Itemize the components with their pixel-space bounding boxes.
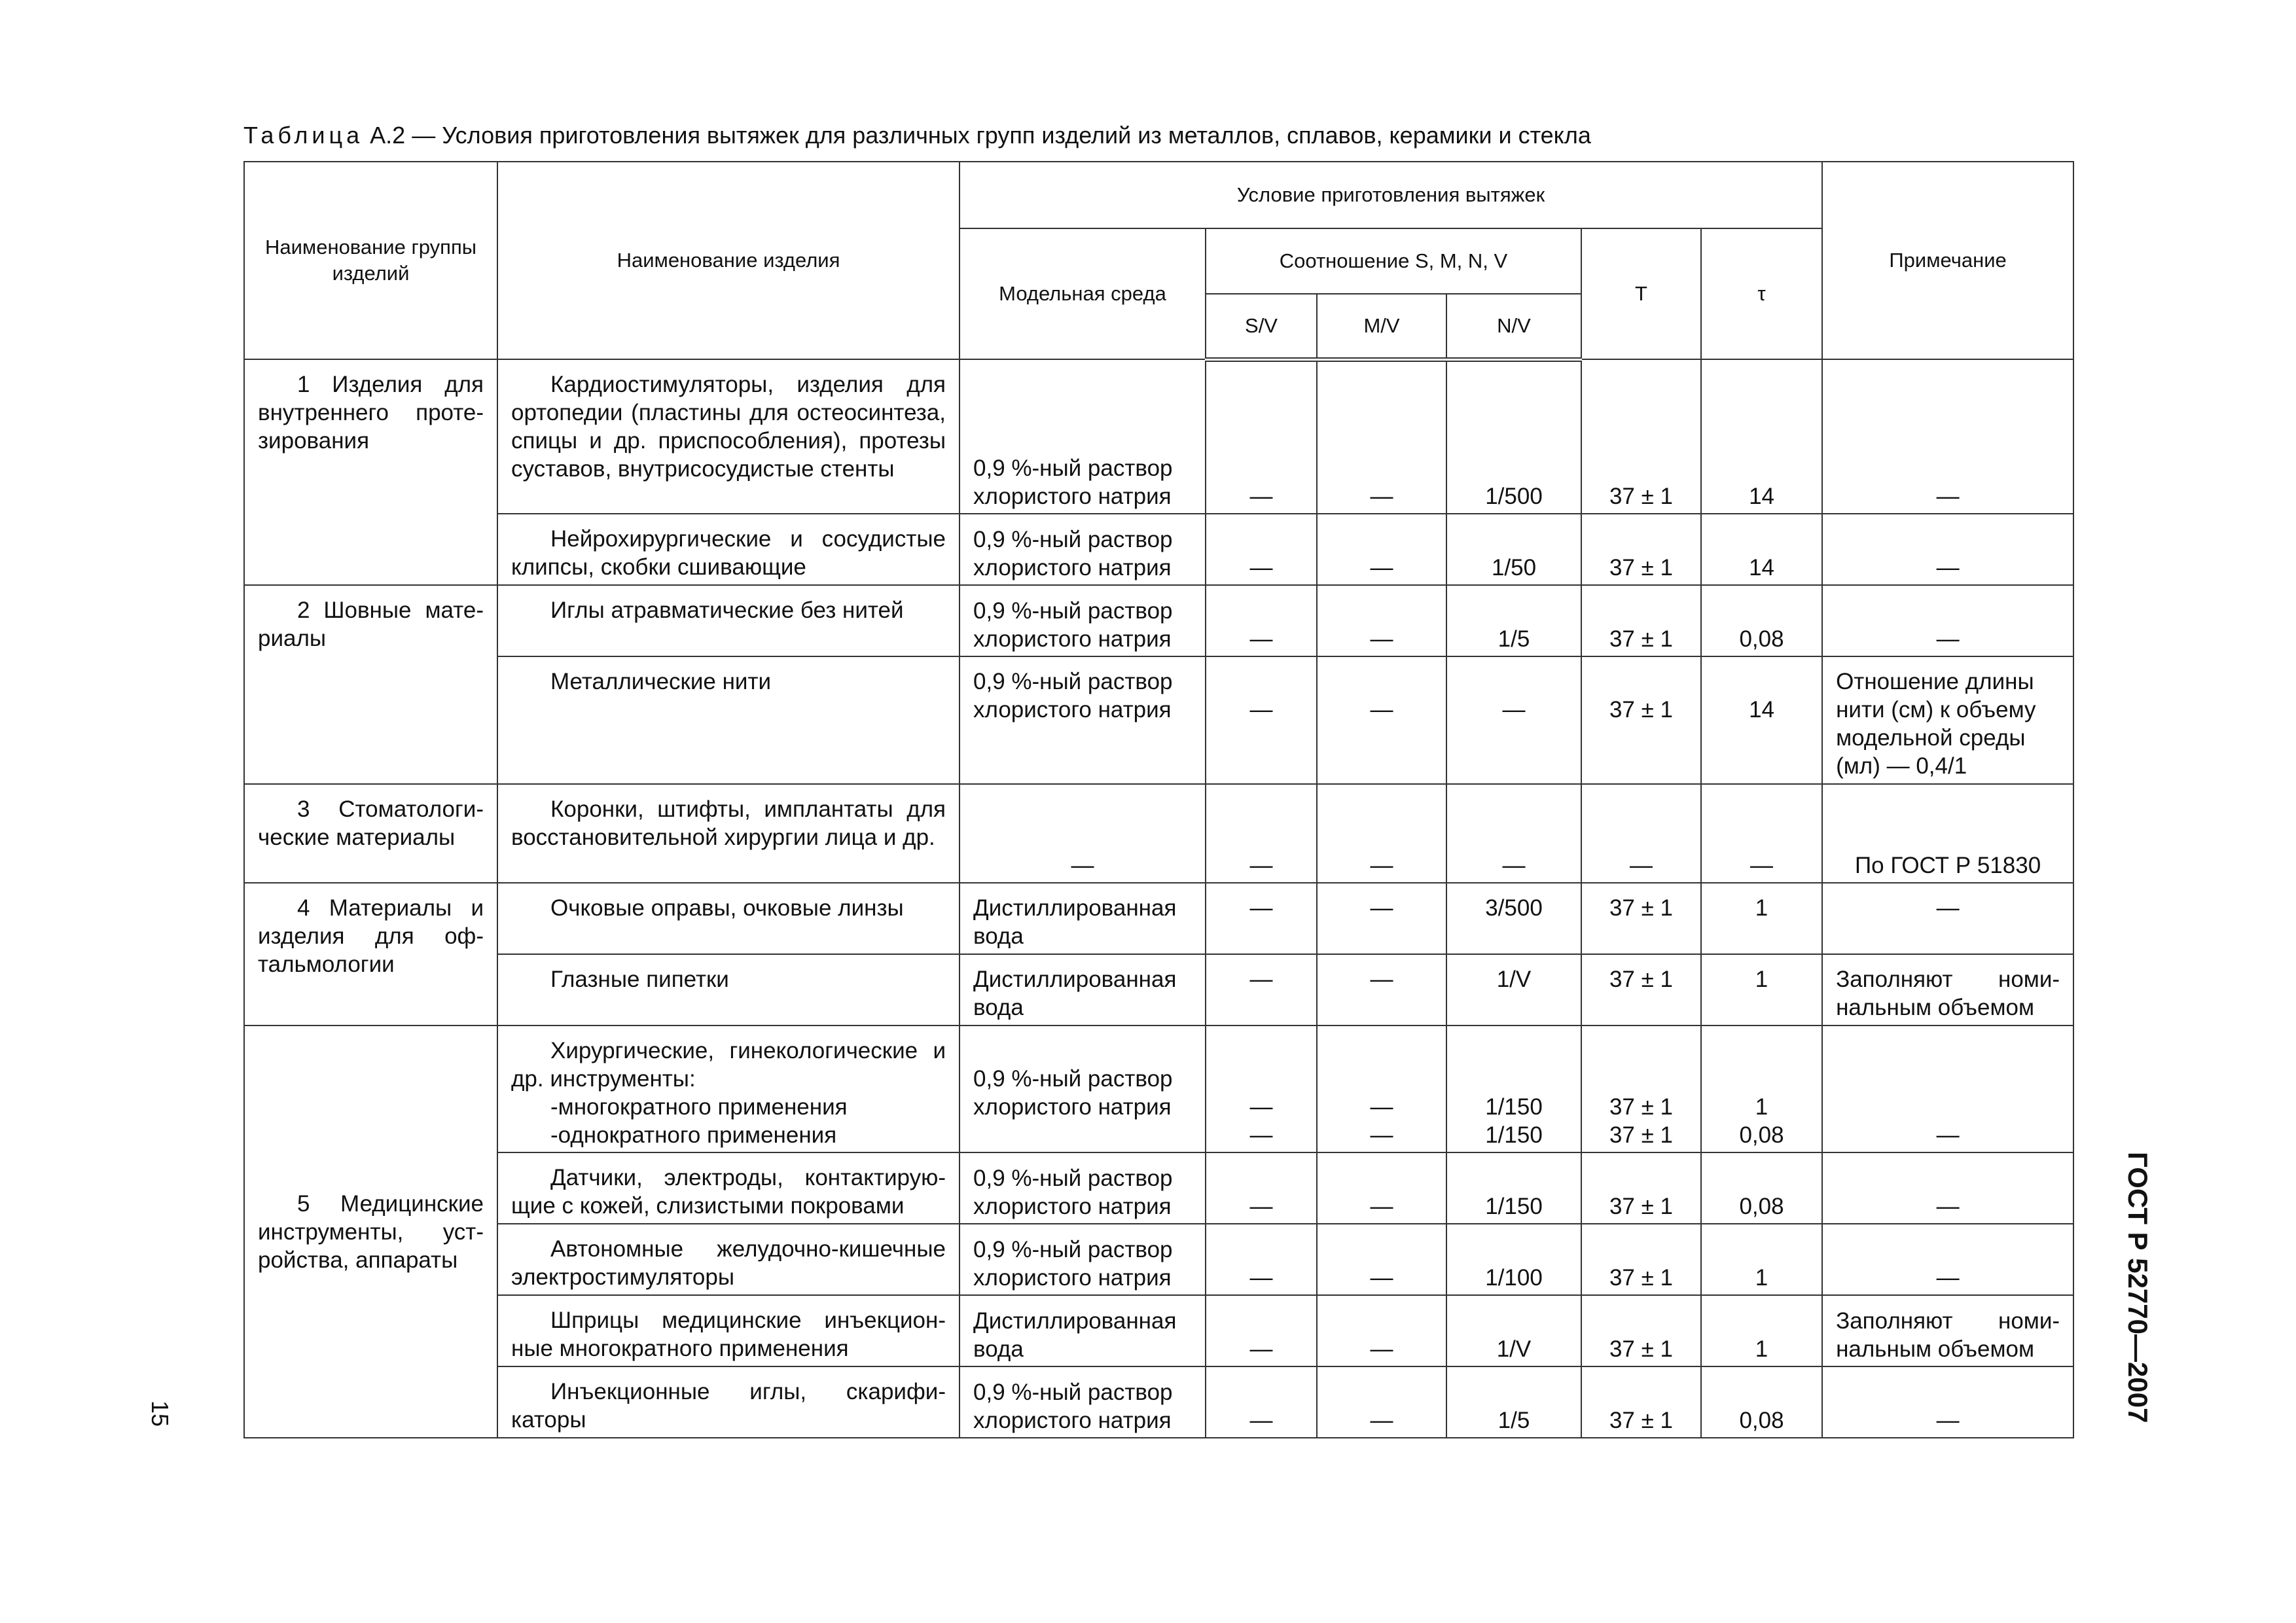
caption-label: Таблица (243, 122, 364, 149)
nv-value-2: 1/150 (1485, 1122, 1543, 1148)
caption-text: А.2 — Условия приготовления вытяжек для различных групп изделий из металлов, сплавов, керамики и стекла (363, 122, 1591, 149)
nv-value: — (1446, 784, 1581, 883)
group-name: 5 Медицинские инструменты, устройства, аппараты (244, 1026, 497, 1438)
medium: 0,9 %-ный раствор хлористого натрия (960, 514, 1206, 585)
medium: 0,9 %-ный раствор хлористого натрия (960, 1366, 1206, 1438)
tau-value: 14 (1701, 359, 1822, 514)
item-name: Датчики, электроды, контактирующие с кожей, слизистыми покровами (497, 1152, 960, 1224)
header-note: Примечание (1822, 162, 2073, 359)
table-row (244, 1366, 2073, 1438)
note: — (1822, 1026, 2073, 1152)
header-group: Наименование группы изделий (244, 162, 497, 359)
nv-value: 1/500 (1446, 359, 1581, 514)
mv-value: — (1317, 954, 1446, 1026)
item-sub-single: -однократного применения (550, 1122, 837, 1148)
tau-value: — (1701, 784, 1822, 883)
t-value (1581, 1026, 1701, 1152)
medium: Дистиллированная вода (960, 954, 1206, 1026)
sv-value: — (1206, 883, 1317, 954)
nv-value: 1/V (1446, 1295, 1581, 1366)
item-name: Очковые оправы, очковые линзы (497, 883, 960, 954)
sv-value: — (1206, 954, 1317, 1026)
header-sv: S/V (1206, 294, 1317, 359)
medium: Дистиллированная вода (960, 1295, 1206, 1366)
header-tau: τ (1701, 228, 1822, 359)
sv-value (1206, 1026, 1317, 1152)
sv-value: — (1206, 585, 1317, 656)
t-value: 37 ± 1 (1581, 585, 1701, 656)
t-value: 37 ± 1 (1581, 1366, 1701, 1438)
t-value: 37 ± 1 (1581, 1224, 1701, 1295)
table-row (244, 1026, 2073, 1152)
item-name: Коронки, штифты, имплантаты для восстановительной хирургии лица и др. (497, 784, 960, 883)
tau-value: 1 (1701, 883, 1822, 954)
medium: 0,9 %-ный раствор хлористого натрия (960, 656, 1206, 784)
nv-value (1446, 1026, 1581, 1152)
nv-value: 1/5 (1446, 585, 1581, 656)
sv-value: — (1206, 784, 1317, 883)
t-value: 37 ± 1 (1581, 359, 1701, 514)
sv-value: — (1206, 656, 1317, 784)
header-t: T (1581, 228, 1701, 359)
note: — (1822, 1152, 2073, 1224)
table-row (244, 1152, 2073, 1224)
sv-value-2: — (1249, 1122, 1273, 1148)
t-value: 37 ± 1 (1581, 1295, 1701, 1366)
nv-value: — (1446, 656, 1581, 784)
table-row (244, 784, 2073, 883)
item-name: Глазные пипетки (497, 954, 960, 1026)
tau-value-2: 0,08 (1739, 1122, 1784, 1148)
tau-value: 1 (1701, 1224, 1822, 1295)
note: — (1822, 1224, 2073, 1295)
tau-value: 1 (1701, 954, 1822, 1026)
medium: 0,9 %-ный раствор хлористого натрия (960, 1026, 1206, 1152)
tau-value (1701, 1026, 1822, 1152)
tau-value: 0,08 (1701, 1152, 1822, 1224)
note: По ГОСТ Р 51830 (1822, 784, 2073, 883)
item-name: Кардиостимуляторы, изделия для ортопедии (пластины для остеосинтеза, спицы и др. приспособления), протезы суставов, внутрисосудистые стенты (497, 359, 960, 514)
header-ratio: Соотношение S, M, N, V (1206, 228, 1581, 294)
mv-value: — (1317, 359, 1446, 514)
t-value: 37 ± 1 (1581, 514, 1701, 585)
medium: 0,9 %-ный раствор хлористого натрия (960, 359, 1206, 514)
nv-value: 1/V (1446, 954, 1581, 1026)
t-value: 37 ± 1 (1581, 883, 1701, 954)
table-caption (243, 122, 1591, 149)
mv-value: — (1317, 656, 1446, 784)
group-name: 4 Материалы и изделия для офтальмологии (244, 883, 497, 1026)
t-value: 37 ± 1 (1581, 954, 1701, 1026)
mv-value: — (1317, 1366, 1446, 1438)
header-mv: M/V (1317, 294, 1446, 359)
table-row (244, 585, 2073, 656)
item-name: Инъекционные иглы, скарификаторы (497, 1366, 960, 1438)
item-heading: Хирургические, гинекологические и др. инструменты: (511, 1038, 946, 1092)
conditions-table (243, 161, 2074, 1438)
mv-value: — (1317, 1224, 1446, 1295)
header-conditions: Условие приготовления вытяжек (960, 162, 1822, 228)
item-name (497, 1026, 960, 1152)
table-row (244, 514, 2073, 585)
medium: Дистиллированная вода (960, 883, 1206, 954)
tau-value: 0,08 (1701, 1366, 1822, 1438)
note: — (1822, 1366, 2073, 1438)
sv-value: — (1206, 1295, 1317, 1366)
standard-designation: ГОСТ Р 52770—2007 (2123, 1152, 2153, 1423)
mv-value: — (1317, 1152, 1446, 1224)
medium: 0,9 %-ный раствор хлористого натрия (960, 1224, 1206, 1295)
note: — (1822, 514, 2073, 585)
t-value: — (1581, 784, 1701, 883)
header-medium: Модельная среда (960, 228, 1206, 359)
note: — (1822, 585, 2073, 656)
tau-value: 14 (1701, 514, 1822, 585)
medium: 0,9 %-ный раствор хлористого натрия (960, 585, 1206, 656)
tau-value-1: 1 (1755, 1094, 1768, 1120)
group-name: 2 Шовные материалы (244, 585, 497, 784)
t-value: 37 ± 1 (1581, 656, 1701, 784)
mv-value: — (1317, 883, 1446, 954)
tau-value: 0,08 (1701, 585, 1822, 656)
header-nv: N/V (1446, 294, 1581, 359)
table-row (244, 954, 2073, 1026)
sv-value: — (1206, 514, 1317, 585)
sv-value: — (1206, 1224, 1317, 1295)
sv-value: — (1206, 1152, 1317, 1224)
item-sub-multiple: -многократного применения (550, 1094, 848, 1120)
note: — (1822, 359, 2073, 514)
mv-value (1317, 1026, 1446, 1152)
item-name: Металлические нити (497, 656, 960, 784)
nv-value: 1/50 (1446, 514, 1581, 585)
group-name: 1 Изделия для внутреннего протезирования (244, 359, 497, 585)
item-name: Автономные желудочно-кишечные электростимуляторы (497, 1224, 960, 1295)
nv-value: 1/100 (1446, 1224, 1581, 1295)
note: Заполняют номинальным объемом (1822, 954, 2073, 1026)
item-name: Иглы атравматические без нитей (497, 585, 960, 656)
tau-value: 14 (1701, 656, 1822, 784)
nv-value: 3/500 (1446, 883, 1581, 954)
t-value-1: 37 ± 1 (1609, 1094, 1674, 1120)
mv-value: — (1317, 585, 1446, 656)
page-number: 15 (147, 1400, 173, 1427)
nv-value-1: 1/150 (1485, 1094, 1543, 1120)
t-value: 37 ± 1 (1581, 1152, 1701, 1224)
table-row (244, 883, 2073, 954)
sv-value: — (1206, 359, 1317, 514)
mv-value-2: — (1370, 1122, 1393, 1148)
table-row (244, 1224, 2073, 1295)
table-row (244, 656, 2073, 784)
item-name: Нейрохирургические и сосудистые клипсы, скобки сшивающие (497, 514, 960, 585)
sv-value-1: — (1249, 1094, 1273, 1120)
t-value-2: 37 ± 1 (1609, 1122, 1674, 1148)
mv-value: — (1317, 1295, 1446, 1366)
group-name: 3 Стоматологические материалы (244, 784, 497, 883)
nv-value: 1/150 (1446, 1152, 1581, 1224)
table-row (244, 359, 2073, 514)
tau-value: 1 (1701, 1295, 1822, 1366)
note: Отношение длины нити (см) к объему модельной среды (мл) — 0,4/1 (1822, 656, 2073, 784)
nv-value: 1/5 (1446, 1366, 1581, 1438)
note: Заполняют номинальным объемом (1822, 1295, 2073, 1366)
medium: 0,9 %-ный раствор хлористого натрия (960, 1152, 1206, 1224)
mv-value-1: — (1370, 1094, 1393, 1120)
mv-value: — (1317, 514, 1446, 585)
note: — (1822, 883, 2073, 954)
item-name: Шприцы медицинские инъекционные многократного применения (497, 1295, 960, 1366)
medium: — (960, 784, 1206, 883)
table-row (244, 1295, 2073, 1366)
sv-value: — (1206, 1366, 1317, 1438)
mv-value: — (1317, 784, 1446, 883)
header-item: Наименование изделия (497, 162, 960, 359)
